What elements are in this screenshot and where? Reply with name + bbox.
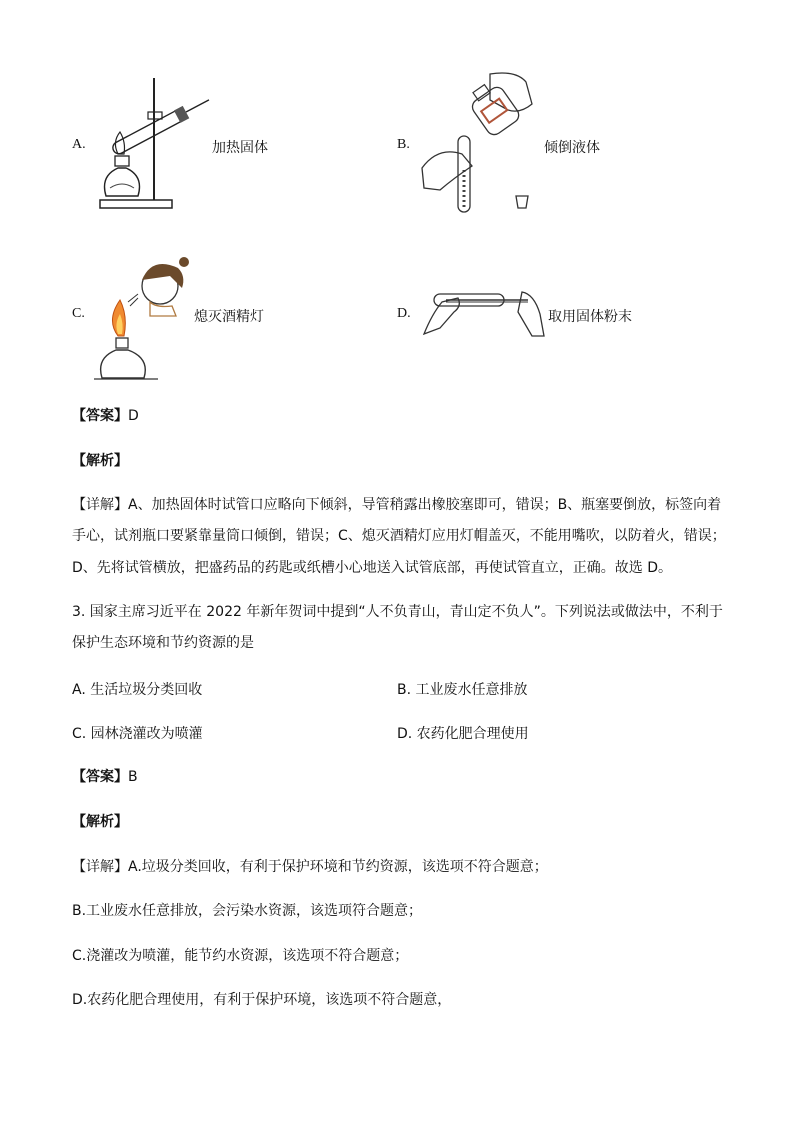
q3-detail-line: B.工业废水任意排放，会污染水资源，该选项符合题意；	[72, 903, 423, 919]
q3-option-c: C. 园林浇灌改为喷灌	[72, 726, 203, 742]
answer-value: B	[128, 769, 138, 785]
q3-stem: 保护生态环境和节约资源的是	[72, 635, 254, 651]
taking-powder-illustration	[422, 284, 546, 340]
blowing-out-lamp-illustration	[94, 246, 194, 384]
option-c-caption: 熄灭酒精灯	[194, 309, 264, 325]
q3-detail-line: C.浇灌改为喷灌，能节约水资源，该选项不符合题意；	[72, 948, 409, 964]
option-a-caption: 加热固体	[212, 140, 268, 156]
q2-detail-line: 手心，试剂瓶口要紧靠量筒口倾倒，错误；C、熄灭酒精灯应用灯帽盖灭，不能用嘴吹，以防着火，错误；	[72, 528, 726, 544]
q3-answer	[72, 767, 732, 787]
option-c-letter: C.	[72, 306, 85, 321]
heating-solid-apparatus-illustration	[96, 76, 214, 212]
pouring-liquid-illustration	[420, 70, 550, 220]
q3-detail-line: D.农药化肥合理使用，有利于保护环境，该选项不符合题意，	[72, 992, 452, 1008]
q3-analysis-label: 【解析】	[72, 814, 128, 830]
option-d-letter: D.	[397, 306, 411, 321]
answer-label: 【答案】	[72, 769, 128, 785]
answer-label: 【答案】	[72, 408, 128, 424]
q2-detail-line: 【详解】A、加热固体时试管口应略向下倾斜，导管稍露出橡胶塞即可，错误；B、瓶塞要倒放，标签向着	[72, 497, 722, 513]
q3-option-d: D. 农药化肥合理使用	[397, 726, 529, 742]
q3-option-b: B. 工业废水任意排放	[397, 682, 528, 698]
option-b-letter: B.	[397, 137, 410, 152]
option-b-caption: 倾倒液体	[544, 140, 600, 156]
q3-stem: 3. 国家主席习近平在 2022 年新年贺词中提到“人不负青山，青山定不负人”。下列说法或做法中，不利于	[72, 604, 723, 620]
q2-analysis-label: 【解析】	[72, 453, 128, 469]
option-d-caption: 取用固体粉末	[548, 309, 632, 325]
q3-detail-line: 【详解】A.垃圾分类回收，有利于保护环境和节约资源，该选项不符合题意；	[72, 859, 548, 875]
q2-answer	[72, 406, 732, 426]
q2-detail-line: D、先将试管横放，把盛药品的药匙或纸槽小心地送入试管底部，再使试管直立，正确。故选 D。	[72, 560, 673, 576]
q3-option-a: A. 生活垃圾分类回收	[72, 682, 203, 698]
option-a-letter: A.	[72, 137, 86, 152]
answer-value: D	[128, 408, 139, 424]
